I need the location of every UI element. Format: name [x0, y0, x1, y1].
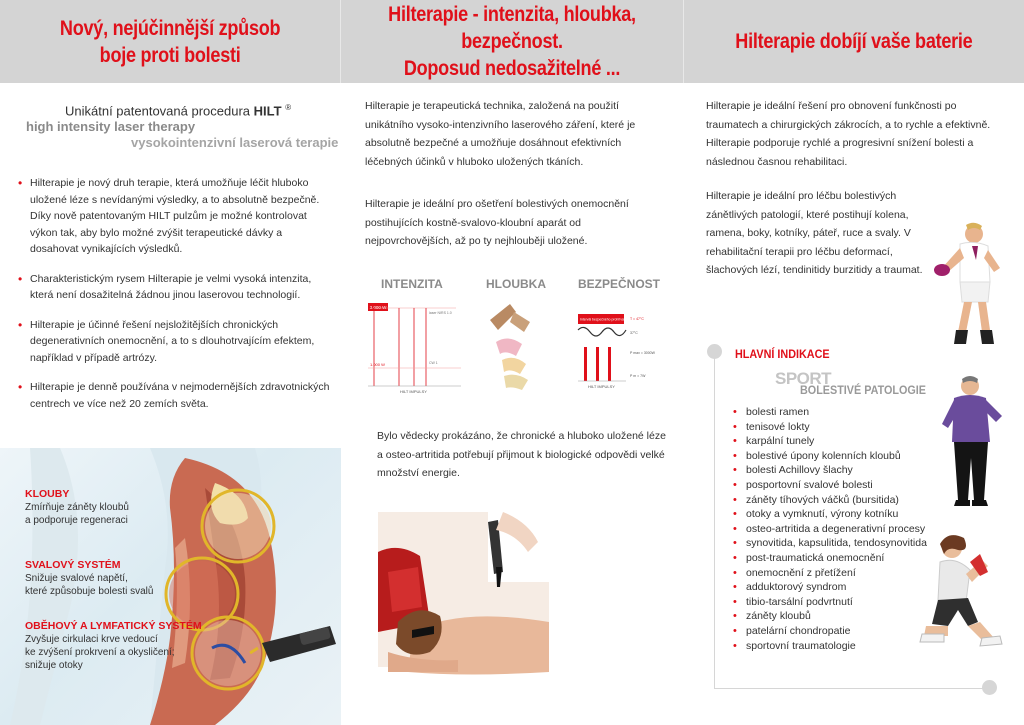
- painful-pathologies-label: BOLESTIVÉ PATOLOGIE: [800, 383, 927, 397]
- safety-title: BEZPEČNOST: [578, 277, 661, 291]
- inflammation-text: Hilterapie je ideální pro léčbu bolestivých zánětlivých patologií, které postihují kolena, ramena, boky, kotníky, páteř, ruce a svaly. V rehabilitační terapii pro léčbu deformací, šlachových lézí, tendinitidy burzitidy a traumat.: [706, 190, 923, 276]
- column2-title-line2: Doposud nedosažitelné ...: [403, 57, 621, 80]
- registered-mark: ®: [285, 103, 292, 112]
- decorative-dot: [982, 680, 997, 695]
- hilt-intro: [65, 103, 291, 118]
- joints-label: [25, 488, 129, 527]
- column1-title: [60, 15, 280, 69]
- list-item: • bolesti Achillovy šlachy: [733, 463, 927, 478]
- indications-list: [733, 405, 927, 653]
- temperature-max-label: T = 47°C: [630, 317, 644, 321]
- hilt-description: Hilterapie je terapeutická technika, založená na použití unikátního vysoko-intenzivního laserového záření, které je absolutně bezpečné a umožňuje dosáhnout efektivních léčebných účinků v hluboko uložených tkáních.: [365, 100, 636, 168]
- muscle-system-title: SVALOVÝ SYSTÉM: [25, 559, 121, 571]
- safety-diagram: [574, 302, 664, 392]
- power-max-label: P max = 3000W: [630, 351, 655, 355]
- depth-title: HLOUBKA: [486, 277, 546, 291]
- list-item: • Hilterapie je denně používána v nejmodernějších zdravotnických centrech ve více než 20 zemích světa.: [18, 379, 333, 412]
- hilt-indication-text: Hilterapie je ideální pro ošetření bolestivých onemocnění postihujících kostně-svalovo-kloubní aparát od nejpovrchovějších, až po ty nejhlouběji uložené.: [365, 198, 629, 247]
- list-item: • záněty tíhových váčků (bursitida): [733, 493, 927, 508]
- list-item: • bolestivé úpony kolenních kloubů: [733, 449, 927, 464]
- hilt-benefits-list: [18, 175, 333, 425]
- hilt-intro-text: Unikátní patentovaná procedura: [65, 103, 254, 119]
- column2-title: [365, 1, 659, 82]
- list-item: • Hilterapie je nový druh terapie, která umožňuje léčit hluboko uložené léze s nevídanými výsledky, a to absolutně bezpečně. Díky nově patentovaným HILT pulzům je možné kontrolovat výkon tak, aby bylo možné zvýšit terapeutické dávky a dosahovat vynikajících výsledků.: [18, 175, 333, 258]
- laser-treatment-image: [378, 512, 549, 697]
- circulatory-system-text: ke zvýšení prokrvení a okysličení;: [25, 647, 175, 658]
- list-item: • tibio-tarsální podvrtnutí: [733, 595, 927, 610]
- muscle-system-text: Snižuje svalové napětí,: [25, 573, 128, 584]
- hilt-brand: HILT: [253, 103, 282, 119]
- muscle-system-label: [25, 559, 153, 598]
- list-item: • sportovní traumatologie: [733, 639, 927, 654]
- main-indications-title: HLAVNÍ INDIKACE: [735, 347, 830, 361]
- intensity-title: INTENZITA: [381, 277, 443, 291]
- temperature-base-label: 37°C: [630, 331, 638, 335]
- hilt-pulses-label: HILT IMPULSY: [588, 384, 615, 389]
- cw-laser-label: laser NIRS 1.0: [429, 311, 452, 315]
- hilt-pulses-label: HILT IMPULSY: [400, 389, 427, 394]
- treatment-photo: [378, 512, 549, 697]
- column2-title-line1: Hilterapie - intenzita, hloubka, bezpečnost.: [388, 3, 636, 53]
- column3-header: [684, 0, 1024, 83]
- hilt-english-name: high intensity laser therapy: [26, 119, 196, 134]
- list-item: • záněty kloubů: [733, 609, 927, 624]
- list-item: • osteo-artritida a degenerativní procesy: [733, 522, 927, 537]
- joints-title: KLOUBY: [25, 488, 70, 500]
- list-item: • posportovní svalové bolesti: [733, 478, 927, 493]
- scientific-evidence-text: Bylo vědecky prokázáno, že chronické a hluboko uložené léze a osteo-artritida potřebují přijmout k biologické odpovědi velké množství energie.: [377, 430, 666, 479]
- list-item: • synovitida, kapsulitida, tendosynovitida: [733, 536, 927, 551]
- joints-text: a podporuje regeneraci: [25, 515, 128, 526]
- anatomy-illustration: [0, 448, 341, 725]
- circulatory-system-text: Zvyšuje cirkulaci krve vedoucí: [25, 634, 158, 645]
- circulatory-system-text: snižuje otoky: [25, 660, 83, 671]
- man-back-pain-image: [936, 372, 1006, 510]
- rugby-player-image: [930, 220, 1010, 348]
- list-item: • bolesti ramen: [733, 405, 927, 420]
- low-power-label: 1.000 W: [370, 362, 385, 367]
- cw-label: CW 1: [429, 361, 438, 365]
- list-item: • post-traumatická onemocnění: [733, 551, 927, 566]
- depth-diagram: [486, 300, 542, 392]
- list-item: • adduktorový syndrom: [733, 580, 927, 595]
- intensity-diagram: [366, 298, 466, 396]
- column1-title-line1: Nový, nejúčinnější způsob: [59, 16, 281, 40]
- column3-title: Hilterapie dobíjí vaše baterie: [735, 30, 973, 53]
- column1-header: [0, 0, 341, 83]
- list-item: • otoky a vymknutí, výrony kotníku: [733, 507, 927, 522]
- power-mean-label: P m = 7W: [630, 374, 646, 378]
- peak-power-label: 3.000 W: [369, 305, 387, 310]
- column1-title-line2: boje proti bolesti: [99, 43, 241, 67]
- circulatory-system-title: OBĚHOVÝ A LYMFATICKÝ SYSTÉM: [25, 620, 202, 632]
- hilt-czech-name: vysokointenzivní laserová terapie: [131, 135, 339, 150]
- list-item: • onemocnění z přetížení: [733, 566, 927, 581]
- sport-label: SPORT: [775, 369, 832, 388]
- woman-knee-pain-image: [918, 530, 1006, 648]
- safe-heating-label: Intervál bezpečného prohřívání: [580, 317, 627, 322]
- recovery-text: Hilterapie je ideální řešení pro obnovení funkčnosti po traumatech a chirurgických zákrocích, a to rychle a efektivně. Hilterapie podporuje rychlé a progresivní snížení bolesti a následnou časnou rehabilitaci.: [706, 100, 991, 168]
- decorative-dot: [707, 344, 722, 359]
- list-item: • tenisové lokty: [733, 420, 927, 435]
- joints-text: Zmírňuje záněty kloubů: [25, 502, 129, 513]
- muscle-system-text: které způsobuje bolesti svalů: [25, 586, 154, 597]
- list-item: • karpální tunely: [733, 434, 927, 449]
- list-item: • Charakteristickým rysem Hilterapie je velmi vysoká intenzita, která není dosažitelná žádnou jinou laserovou technologií.: [18, 271, 333, 304]
- column2-header: [341, 0, 684, 83]
- list-item: • patelární chondropatie: [733, 624, 927, 639]
- circulatory-system-label: [25, 620, 202, 672]
- list-item: • Hilterapie je účinné řešení nejsložitějších chronických degenerativních onemocnění, a to s dlouhotrvajícím efektem, například v případě artrózy.: [18, 317, 333, 367]
